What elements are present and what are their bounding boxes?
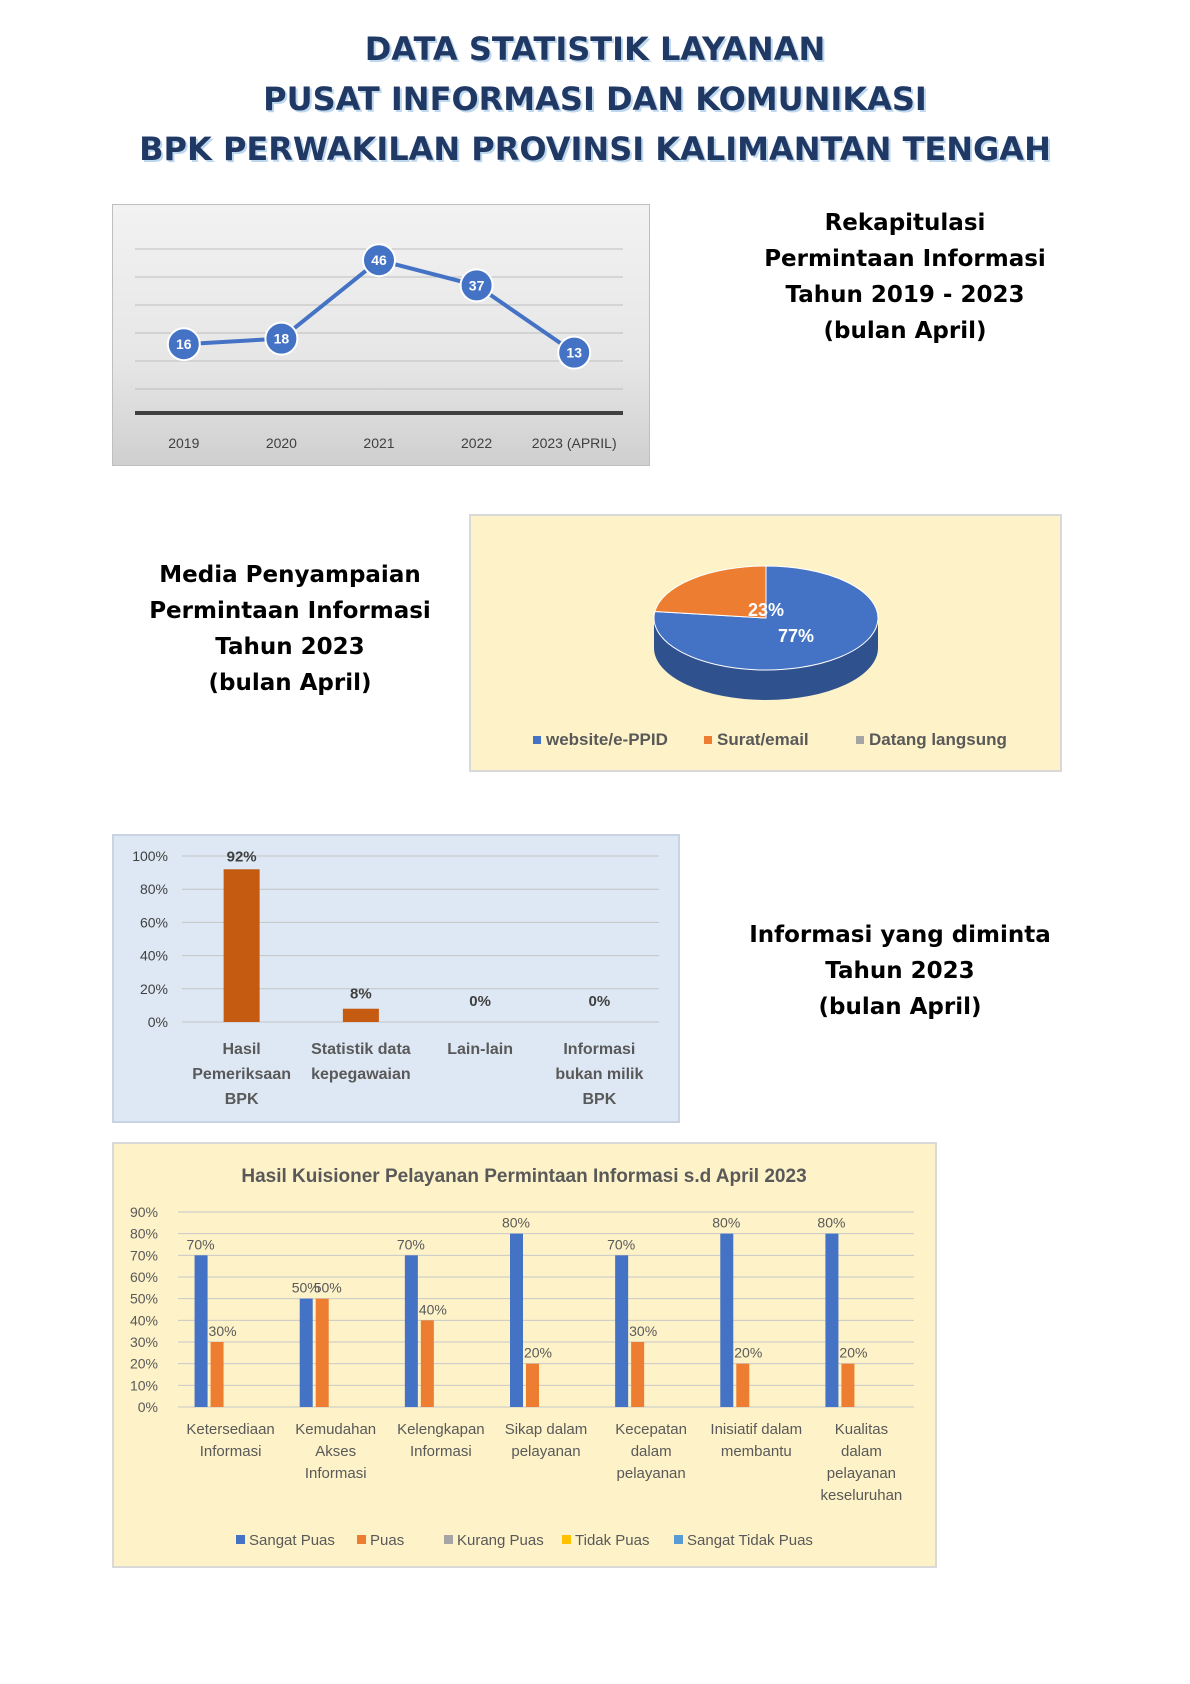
caption-media bbox=[115, 557, 465, 701]
data-label: 70% bbox=[186, 1236, 215, 1253]
data-label: 46 bbox=[371, 252, 387, 269]
bar-sangat-puas bbox=[825, 1234, 838, 1407]
bar-sangat-puas bbox=[195, 1255, 208, 1407]
legend-label: Kurang Puas bbox=[457, 1532, 544, 1549]
y-tick-label: 40% bbox=[139, 947, 168, 964]
data-label: 18 bbox=[273, 330, 290, 347]
y-tick-label: 20% bbox=[139, 980, 168, 997]
data-label: 80% bbox=[501, 1214, 531, 1231]
x-tick-label: Informasi bbox=[563, 1041, 636, 1058]
data-label: 70% bbox=[396, 1236, 425, 1253]
caption-media-line-4: (bulan April) bbox=[208, 670, 372, 696]
caption-rekap-line-2: Permintaan Informasi bbox=[764, 246, 1046, 272]
legend-swatch bbox=[562, 1535, 571, 1544]
x-tick-label: membantu bbox=[720, 1443, 792, 1460]
data-label: 50% bbox=[291, 1279, 320, 1296]
line-chart-panel bbox=[112, 204, 650, 466]
data-label: 20% bbox=[523, 1344, 553, 1361]
caption-informasi bbox=[730, 917, 1070, 1025]
x-tick-label: 2019 bbox=[168, 435, 200, 451]
x-tick-label: BPK bbox=[582, 1091, 617, 1108]
x-tick-label: 2023 (APRIL) bbox=[531, 435, 617, 451]
legend-label: Sangat Puas bbox=[249, 1532, 335, 1549]
x-tick-label: Informasi bbox=[199, 1443, 262, 1460]
caption-rekap-line-3: Tahun 2019 - 2023 bbox=[785, 282, 1025, 308]
caption-rekapitulasi bbox=[730, 205, 1080, 349]
y-tick-label: 40% bbox=[129, 1312, 158, 1329]
y-tick-label: 90% bbox=[129, 1204, 158, 1220]
x-tick-label: 2020 bbox=[265, 435, 297, 451]
legend-label: website/e-PPID bbox=[546, 730, 668, 749]
data-label: 20% bbox=[839, 1344, 868, 1361]
y-tick-label: 0% bbox=[137, 1399, 158, 1415]
x-tick-label: Kualitas bbox=[834, 1421, 889, 1438]
legend-swatch bbox=[856, 736, 864, 744]
data-label: 0% bbox=[588, 993, 611, 1010]
bar-sangat-puas bbox=[300, 1299, 313, 1407]
x-tick-label: BPK bbox=[224, 1091, 259, 1108]
legend-label: Tidak Puas bbox=[575, 1532, 650, 1549]
caption-media-line-2: Permintaan Informasi bbox=[149, 598, 431, 624]
y-tick-label: 60% bbox=[139, 914, 168, 931]
y-tick-label: 100% bbox=[132, 848, 168, 864]
data-label: 50% bbox=[313, 1279, 342, 1296]
x-tick-label: Statistik data bbox=[311, 1041, 411, 1058]
x-tick-label: Lain-lain bbox=[447, 1041, 514, 1058]
legend-swatch bbox=[444, 1535, 453, 1544]
x-tick-label: kepegawaian bbox=[311, 1066, 411, 1083]
y-tick-label: 30% bbox=[129, 1334, 158, 1350]
data-label: 80% bbox=[817, 1214, 846, 1231]
data-label: 0% bbox=[469, 993, 491, 1010]
x-tick-label: Hasil bbox=[222, 1041, 261, 1058]
x-tick-label: dalam bbox=[630, 1443, 672, 1460]
x-tick-label: 2022 bbox=[461, 435, 493, 451]
caption-informasi-line-2: Tahun 2023 bbox=[825, 958, 975, 984]
data-label: 92% bbox=[226, 848, 257, 866]
x-tick-label: Akses bbox=[315, 1443, 357, 1460]
kuisioner-chart bbox=[114, 1144, 935, 1566]
x-tick-label: Sikap dalam bbox=[504, 1421, 588, 1438]
page-title-line-1: DATA STATISTIK LAYANAN bbox=[364, 30, 826, 68]
legend-label: Datang langsung bbox=[869, 730, 1007, 749]
y-tick-label: 20% bbox=[129, 1355, 158, 1372]
bar-puas bbox=[841, 1364, 854, 1407]
bar-puas bbox=[736, 1364, 749, 1407]
x-tick-label: Informasi bbox=[410, 1443, 472, 1460]
pie-chart bbox=[471, 516, 1060, 770]
data-label: 23% bbox=[747, 600, 785, 620]
legend-label: Sangat Tidak Puas bbox=[687, 1532, 813, 1549]
bar-puas bbox=[211, 1342, 224, 1407]
bar-puas bbox=[421, 1320, 434, 1407]
kuisioner-chart-panel bbox=[112, 1142, 937, 1568]
data-label: 30% bbox=[208, 1323, 237, 1339]
page-title-line-2: PUSAT INFORMASI DAN KOMUNIKASI bbox=[263, 80, 927, 118]
x-tick-label: pelayanan bbox=[511, 1443, 581, 1460]
data-label: 8% bbox=[350, 985, 372, 1003]
legend-swatch bbox=[236, 1535, 245, 1544]
legend-label: Puas bbox=[370, 1532, 405, 1549]
bar-sangat-puas bbox=[510, 1234, 523, 1407]
bar-sangat-puas bbox=[720, 1234, 733, 1407]
x-tick-label: 2021 bbox=[363, 435, 395, 451]
data-label: 16 bbox=[176, 336, 192, 353]
data-label: 70% bbox=[607, 1236, 636, 1253]
page-title-line-3: BPK PERWAKILAN PROVINSI KALIMANTAN TENGAH bbox=[139, 130, 1051, 168]
caption-media-line-1: Media Penyampaian bbox=[159, 562, 421, 588]
legend-swatch bbox=[674, 1535, 683, 1544]
x-tick-label: Pemeriksaan bbox=[192, 1066, 291, 1083]
line-chart bbox=[113, 205, 651, 467]
caption-informasi-line-3: (bulan April) bbox=[818, 994, 982, 1020]
y-tick-label: 70% bbox=[129, 1247, 158, 1264]
bar-chart-panel bbox=[112, 834, 680, 1123]
data-label: 13 bbox=[566, 344, 582, 361]
bar-sangat-puas bbox=[405, 1255, 418, 1407]
y-tick-label: 0% bbox=[147, 1014, 168, 1030]
data-label: 20% bbox=[734, 1344, 763, 1361]
bar-sangat-puas bbox=[615, 1255, 628, 1407]
caption-media-line-3: Tahun 2023 bbox=[215, 634, 365, 660]
caption-informasi-line-1: Informasi yang diminta bbox=[749, 922, 1051, 948]
pie-chart-panel bbox=[469, 514, 1062, 772]
x-tick-label: pelayanan bbox=[826, 1465, 897, 1482]
caption-rekap-line-1: Rekapitulasi bbox=[824, 210, 986, 236]
data-label: 77% bbox=[777, 626, 815, 646]
x-tick-label: Kemudahan bbox=[295, 1421, 377, 1438]
y-tick-label: 80% bbox=[129, 1225, 158, 1242]
legend-swatch bbox=[533, 736, 541, 744]
legend-swatch bbox=[704, 736, 712, 744]
data-label: 30% bbox=[629, 1323, 658, 1339]
data-label: 40% bbox=[418, 1301, 447, 1318]
x-tick-label: Ketersediaan bbox=[186, 1421, 275, 1438]
y-tick-label: 80% bbox=[139, 881, 168, 898]
y-tick-label: 60% bbox=[129, 1269, 158, 1285]
x-tick-label: dalam bbox=[840, 1443, 882, 1460]
x-tick-label: keseluruhan bbox=[820, 1487, 903, 1504]
bar-chart bbox=[114, 836, 678, 1121]
x-tick-label: Kelengkapan bbox=[397, 1421, 485, 1438]
chart-title: Hasil Kuisioner Pelayanan Permintaan Informasi s.d April 2023 bbox=[241, 1166, 807, 1187]
y-tick-label: 50% bbox=[129, 1290, 158, 1307]
data-label: 37 bbox=[468, 277, 485, 294]
bar bbox=[224, 869, 260, 1022]
bar-puas bbox=[526, 1364, 539, 1407]
x-tick-label: Inisiatif dalam bbox=[710, 1421, 803, 1438]
y-tick-label: 10% bbox=[129, 1377, 158, 1394]
x-tick-label: Kecepatan bbox=[615, 1421, 688, 1438]
x-tick-label: bukan milik bbox=[555, 1066, 644, 1083]
legend-label: Surat/email bbox=[717, 730, 809, 749]
bar-puas bbox=[316, 1299, 329, 1407]
caption-rekap-line-4: (bulan April) bbox=[823, 318, 987, 344]
legend-swatch bbox=[357, 1535, 366, 1544]
bar-puas bbox=[631, 1342, 644, 1407]
x-tick-label: pelayanan bbox=[616, 1465, 686, 1482]
x-tick-label: Informasi bbox=[304, 1465, 367, 1482]
bar bbox=[343, 1009, 379, 1022]
data-label: 80% bbox=[712, 1214, 741, 1231]
